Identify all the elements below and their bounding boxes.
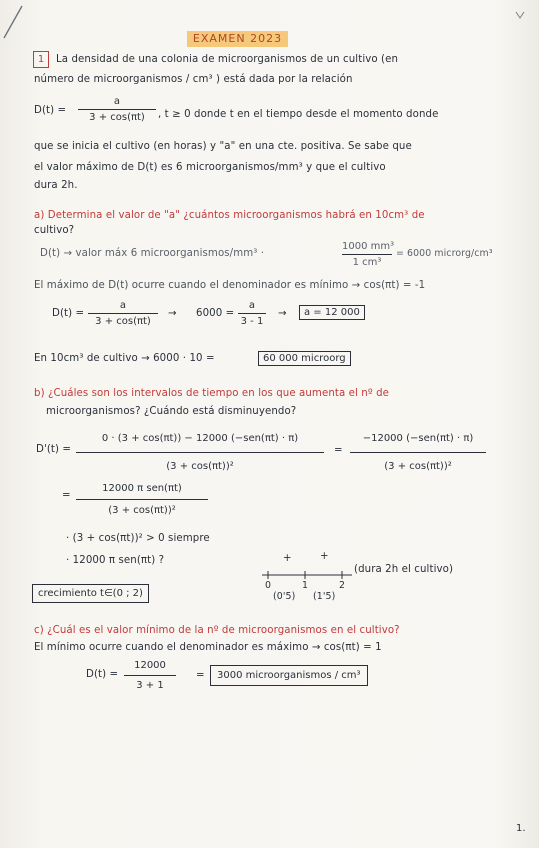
derivative-numerator-2: −12000 (−sen(πt) · π) [362,433,474,444]
part-c-denominator: 3 + 1 [136,680,164,691]
sign-plus-1: + [283,553,292,564]
derivative-denominator-2: (3 + cos(πt))² [384,461,452,472]
part-c-result-box: 3000 microorganismos / cm³ [210,665,368,686]
part-b-conclusion-box: crecimiento t∈(0 ; 2) [32,584,149,603]
part-c-explanation: El mínimo ocurre cuando el denominador es máximo → cos(πt) = 1 [34,642,382,653]
part-a-eq-denominator: 3 + cos(πt) [95,316,151,327]
part-a-total-box: 60 000 microorg [258,351,351,366]
pen-mark [4,6,22,38]
arrow-1: → [168,308,177,319]
part-a-step-1: D(t) → valor máx 6 microorganismos/mm³ · [40,248,265,259]
conversion-numerator: 1000 mm³ [342,241,395,252]
derivative-numerator-3: 12000 π sen(πt) [102,483,182,494]
derivative-denominator-1: (3 + cos(πt))² [166,461,234,472]
derivative-fraction-3 [76,483,208,516]
fraction-bar [76,452,324,453]
derivative-denominator-3: (3 + cos(πt))² [108,505,176,516]
problem-number: 1 [33,51,49,68]
d-fraction [78,96,156,123]
derivative-fraction-2 [350,433,486,472]
fraction-bar [238,313,266,314]
derivative-fraction-1 [76,433,324,472]
fraction-bar [124,675,176,676]
exam-title: EXAMEN 2023 [187,31,288,47]
part-a-eq2-denominator: 3 - 1 [240,316,264,327]
part-a-step-1-result: = 6000 microrg/cm³ [396,248,493,259]
statement-line-2: número de microorganismos / cm³ ) está dada por la relación [34,74,353,85]
part-b-question-1: b) ¿Cuáles son los intervalos de tiempo en los que aumenta el nº de [34,388,390,399]
statement-line-1: La densidad de una colonia de microorganismos de un cultivo (en [56,54,399,65]
fraction-bar [78,109,156,110]
arrow-2: → [278,308,287,319]
part-c-numerator: 12000 [134,660,166,671]
condition-1: · (3 + cos(πt))² > 0 siempre [66,533,210,544]
statement-line-6: dura 2h. [34,180,78,191]
part-c-equals: = [196,670,205,681]
part-a-total-line: En 10cm³ de cultivo → 6000 · 10 = [34,353,215,364]
part-a-question-1: a) Determina el valor de "a" ¿cuántos microorganismos habrá en 10cm³ de [34,210,425,221]
sign-chart-point-a: (0'5) [273,591,296,602]
part-a-question-2: cultivo? [34,225,75,236]
statement-line-4: que se inicia el cultivo (en horas) y "a" en una cte. positiva. Se sabe que [34,141,412,152]
d-fraction-numerator: a [113,96,121,107]
derivative-equals-2: = [62,490,71,501]
statement-line-5: el valor máximo de D(t) es 6 microorganismos/mm³ y que el cultivo [34,162,386,173]
part-c-fraction [124,660,176,691]
sign-chart-point-b: (1'5) [313,591,336,602]
statement-line-3: , t ≥ 0 donde t en el tiempo desde el momento donde [158,109,439,120]
derivative-equals: = [334,445,343,456]
part-a-result-box: a = 12 000 [299,305,365,320]
part-a-step-2: El máximo de D(t) ocurre cuando el denominador es mínimo → cos(πt) = -1 [34,280,426,291]
part-a-eq2-numerator: a [248,300,256,311]
part-a-eq2-fraction [238,300,266,327]
fraction-bar [342,254,392,255]
part-c-eq-label: D(t) = [86,669,119,680]
duration-note: (dura 2h el cultivo) [354,564,454,575]
sign-chart-label-1: 1 [302,580,309,591]
page-number: 1. [516,823,526,834]
fraction-bar [350,452,486,453]
corner-check-mark [516,12,524,18]
fraction-bar [88,313,158,314]
sign-chart-label-0: 0 [265,580,272,591]
fraction-bar [76,499,208,500]
derivative-label: D'(t) = [36,444,72,455]
part-a-eq-label: D(t) = [52,308,85,319]
part-b-question-2: microorganismos? ¿Cuándo está disminuyendo? [46,406,297,417]
sign-plus-2: + [320,551,329,562]
conversion-fraction [342,241,395,268]
derivative-numerator-1: 0 · (3 + cos(πt)) − 12000 (−sen(πt) · π) [101,433,299,444]
sign-chart-label-2: 2 [339,580,346,591]
d-fraction-denominator: 3 + cos(πt) [89,112,145,123]
part-a-eq2-left: 6000 = [196,308,235,319]
conversion-denominator: 1 cm³ [352,257,382,268]
condition-2: · 12000 π sen(πt) ? [66,555,165,566]
d-label: D(t) = [34,105,67,116]
part-a-eq-numerator: a [119,300,127,311]
part-a-eq-fraction [88,300,158,327]
part-c-question: c) ¿Cuál es el valor mínimo de la nº de microorganismos en el cultivo? [34,625,400,636]
